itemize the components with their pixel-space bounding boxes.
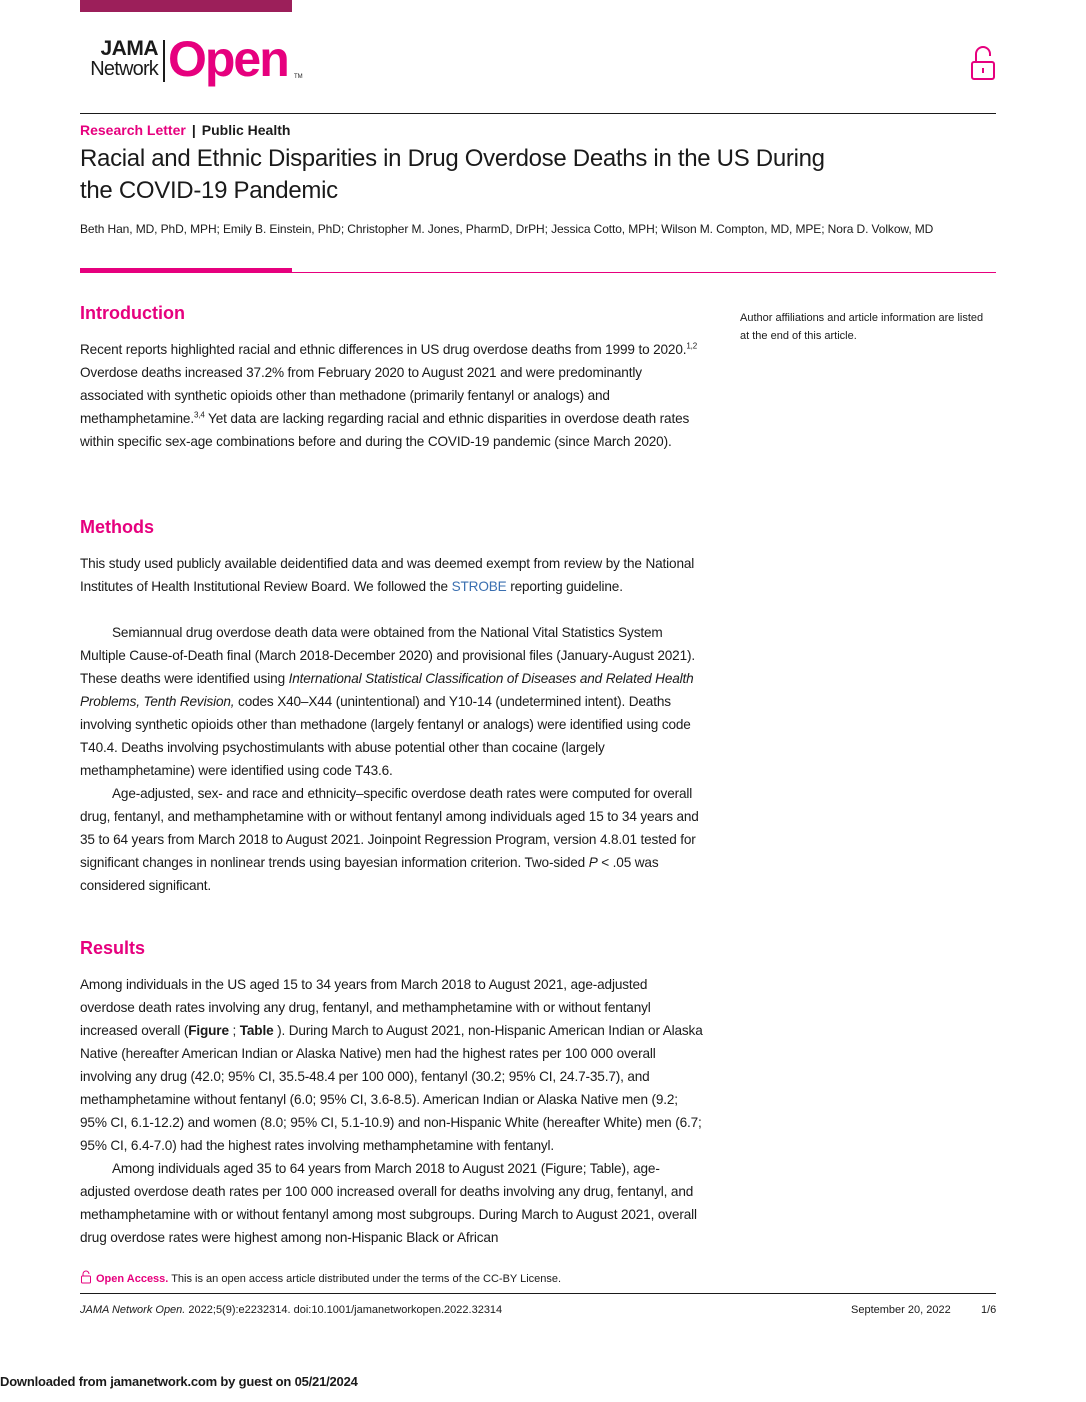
citation [80,1304,502,1316]
open-access-label[interactable]: Open Access. [96,1273,169,1285]
strobe-link[interactable]: STROBE [451,579,507,594]
publication-date: September 20, 2022 [851,1304,951,1316]
article-kicker [80,122,290,138]
results-paragraph-2: Among individuals aged 35 to 64 years from March 2018 to August 2021 (Figure; Table), age-adjusted overdose death rates per 100 000 increased overall for deaths involving any drug, fentanyl, and methamphetamine with or without fentanyl among most subgroups. During March to August 2021, overall drug overdose rates were highest among non-Hispanic Black or African [80,1161,697,1245]
article-type[interactable]: Research Letter [80,122,186,138]
open-access-lock-icon [80,1270,92,1284]
logo-open-text: Open [168,31,288,87]
introduction-heading: Introduction [80,303,185,323]
methods-paragraph-2: Semiannual drug overdose death data were obtained from the National Vital Statistics System Multiple Cause-of-Death final (March 2018-December 2020) and provisional files (January-August 2021). These deaths were identified using International Statistical Classification of Diseases and Related Health Problems, Tenth Revision, codes X40–X44 (unintentional) and Y10-14 (undetermined intent). Deaths involving synthetic opioids other than methadone (largely fentanyl or analogs) were identified using code T40.4. Deaths involving psychostimulants with abuse potential other than cocaine (largely methamphetamine) were identified using code T43.6. [80,625,696,778]
top-accent-bar [80,0,292,12]
logo-jama-text: JAMA [100,37,158,60]
citation-details[interactable]: 2022;5(9):e2232314. doi:10.1001/jamanetworkopen.2022.32314 [185,1304,503,1316]
open-access-text: This is an open access article distributed under the terms of the CC-BY License. [168,1273,562,1285]
article-title: Racial and Ethnic Disparities in Drug Overdose Deaths in the US During the COVID-19 Pandemic [80,145,825,204]
title-rule-accent [80,268,292,273]
logo-trademark: TM [294,74,303,80]
author-list: Beth Han, MD, PhD, MPH; Emily B. Einstein, PhD; Christopher M. Jones, PharmD, DrPH; Jessica Cotto, MPH; Wilson M. Compton, MD, MPE; Nora D. Volkow, MD [80,222,934,236]
open-access-notice [80,1270,561,1285]
figure-link[interactable]: Figure [188,1023,229,1038]
reference-1-2[interactable]: 1,2 [686,341,698,351]
kicker-separator: | [191,122,196,138]
results-paragraph-1: Among individuals in the US aged 15 to 34 years from March 2018 to August 2021, age-adjusted overdose death rates involving any drug, fentanyl, and methamphetamine with or without fentanyl increased overall (Figure ; Table ). During March to August 2021, non-Hispanic American Indian or Alaska Native (hereafter American Indian or Alaska Native) men had the highest rates per 100 000 overall involving any drug (42.0; 95% CI, 35.5-48.4 per 100 000), fentanyl (30.2; 95% CI, 24.7-35.7), and methamphetamine without fentanyl (6.0; 95% CI, 3.6-8.5). American Indian or Alaska Native men (9.2; 95% CI, 6.1-12.2) and women (8.0; 95% CI, 5.1-10.9) and non-Hispanic White (hereafter White) men (6.7; 95% CI, 6.4-7.0) had the highest rates involving methamphetamine with fentanyl. [80,977,703,1153]
page-number: 1/6 [981,1304,997,1316]
methods-paragraph-1: This study used publicly available deidentified data and was deemed exempt from review by the National Institutes of Health Institutional Review Board. We followed the STROBE reporting guideline. [80,556,695,594]
results-heading: Results [80,938,146,958]
logo-divider [163,40,165,82]
header-rule [80,113,996,114]
journal-name: JAMA Network Open. [80,1304,186,1316]
footer-rule [80,1293,996,1294]
introduction-paragraph: Recent reports highlighted racial and ethnic differences in US drug overdose deaths from 1999 to 2020.$^{1,2}$ Overdose deaths increased 37.2% from February 2020 to August 2021 and were predominantly associated with synthetic opioids other than methadone (primarily fentanyl or analogs) and methamphetamine.$^{3,4}$ Yet data are lacking regarding racial and ethnic disparities in overdose death rates within specific sex-age combinations before and during the COVID-19 pandemic (since March 2020). [80,341,698,449]
open-lock-icon [968,44,998,82]
title-rule [292,272,996,273]
article-section[interactable]: Public Health [201,122,291,138]
affiliation-note: Author affiliations and article information are listed at the end of this article. [740,312,984,342]
logo-network-text: Network [90,58,158,80]
methods-heading: Methods [80,517,154,537]
reference-3-4[interactable]: 3,4 [193,410,205,420]
methods-paragraph-3: Age-adjusted, sex- and race and ethnicity–specific overdose death rates were computed for overall drug, fentanyl, and methamphetamine with or without fentanyl among individuals aged 15 to 34 years and 35 to 64 years from March 2018 to August 2021. Joinpoint Regression Program, version 4.8.01 tested for significant changes in nonlinear trends using bayesian information criterion. Two-sided P < .05 was considered significant. [80,786,699,893]
table-link[interactable]: Table [239,1023,274,1038]
download-notice: Downloaded from jamanetwork.com by guest on 05/21/2024 [0,1374,358,1389]
